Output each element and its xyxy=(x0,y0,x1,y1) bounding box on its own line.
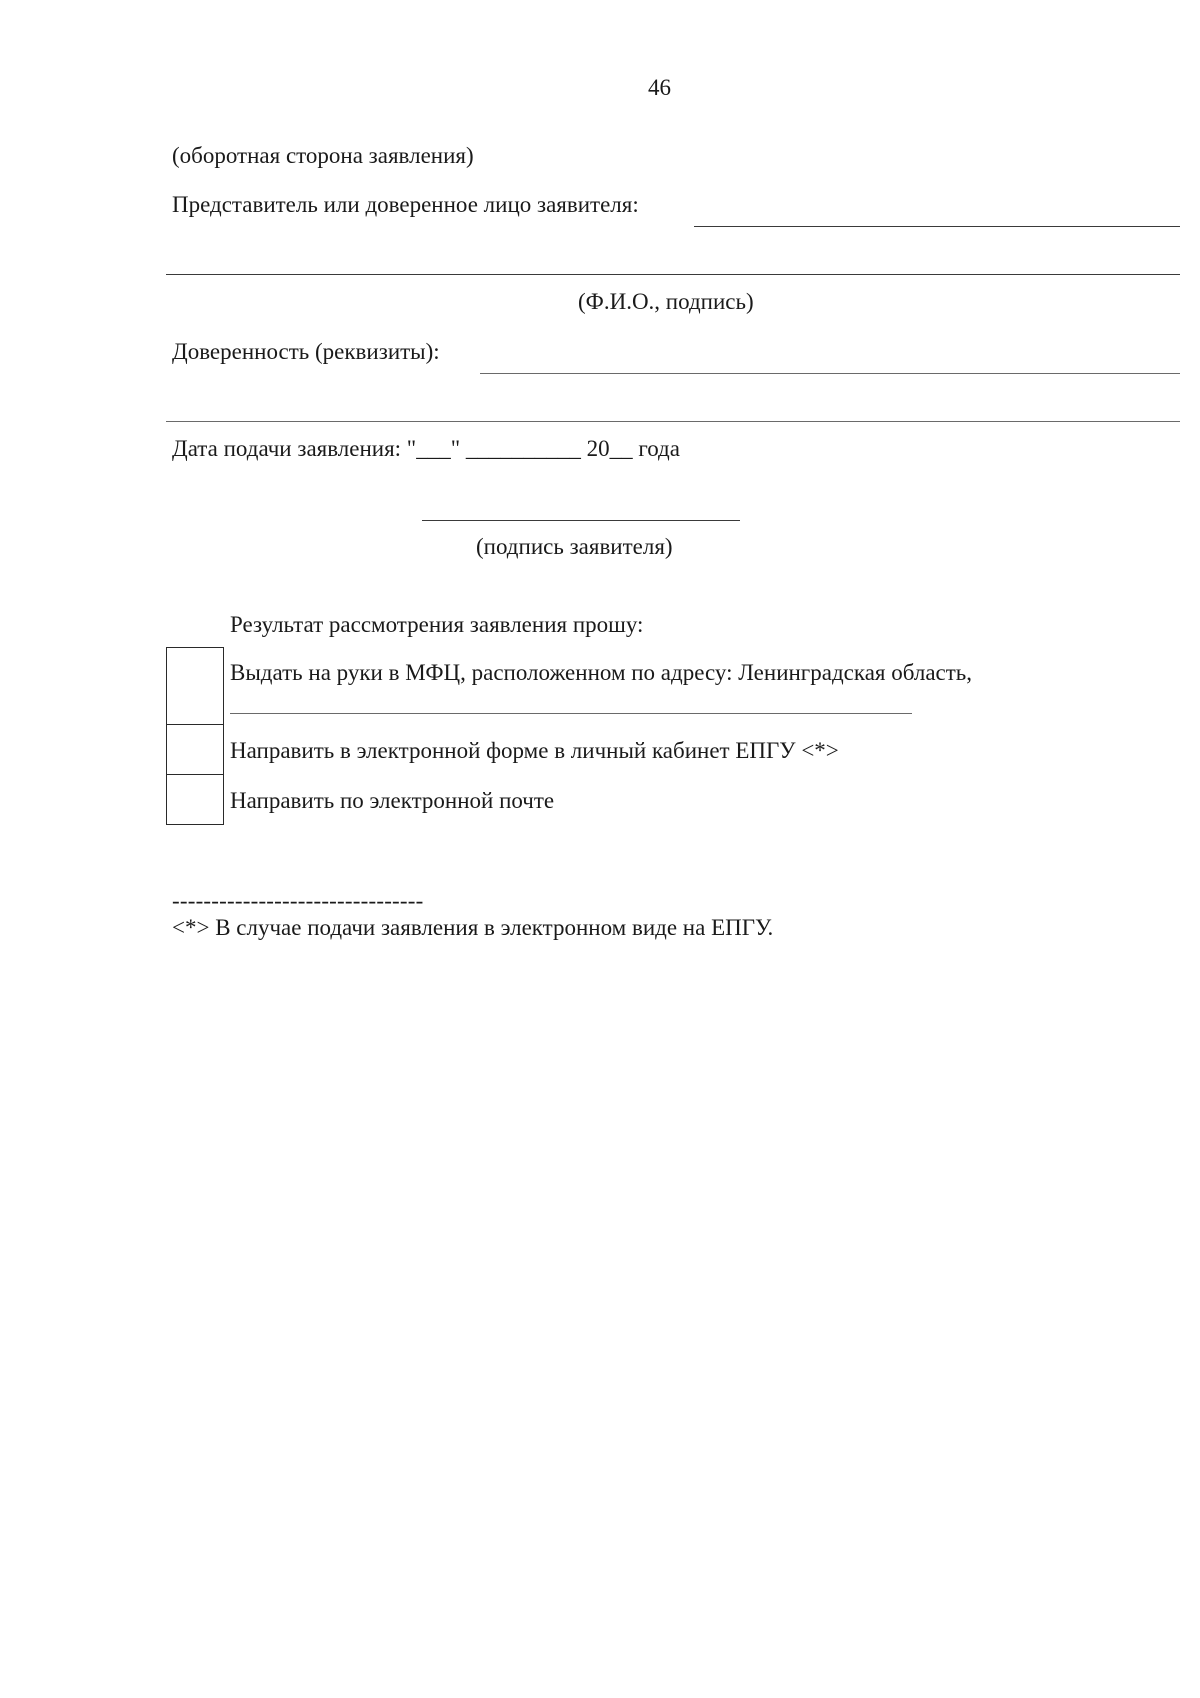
applicant-signature-caption: (подпись заявителя) xyxy=(476,534,673,559)
option-label-mfc: Выдать на руки в МФЦ, расположенном по адресу: Ленинградская область, xyxy=(230,660,973,685)
power-of-attorney-field[interactable] xyxy=(480,373,1180,374)
footnote-text: <*> В случае подачи заявления в электронном виде на ЕПГУ. xyxy=(172,915,774,940)
reverse-side-note: (оборотная сторона заявления) xyxy=(172,143,474,168)
option-checkbox-mfc[interactable] xyxy=(166,647,224,726)
applicant-signature-line[interactable] xyxy=(422,520,740,521)
representative-label: Представитель или доверенное лицо заявителя: xyxy=(172,192,639,217)
result-heading: Результат рассмотрения заявления прошу: xyxy=(230,612,644,637)
page-number: 46 xyxy=(648,75,671,100)
power-of-attorney-field-continued[interactable] xyxy=(166,421,1180,422)
footnote-separator: -------------------------------- xyxy=(172,888,424,913)
option-checkbox-email[interactable] xyxy=(166,774,224,825)
power-of-attorney-label: Доверенность (реквизиты): xyxy=(172,339,440,364)
option-label-epgu: Направить в электронной форме в личный кабинет ЕПГУ <*> xyxy=(230,738,839,763)
option-checkbox-epgu[interactable] xyxy=(166,724,224,776)
option-label-email: Направить по электронной почте xyxy=(230,788,555,813)
representative-signature-line[interactable] xyxy=(166,274,1180,275)
mfc-address-field[interactable] xyxy=(230,713,912,714)
submission-date: Дата подачи заявления: "___" __________ 20__ года xyxy=(172,436,680,461)
representative-name-field[interactable] xyxy=(694,226,1180,227)
representative-caption: (Ф.И.О., подпись) xyxy=(578,289,754,314)
